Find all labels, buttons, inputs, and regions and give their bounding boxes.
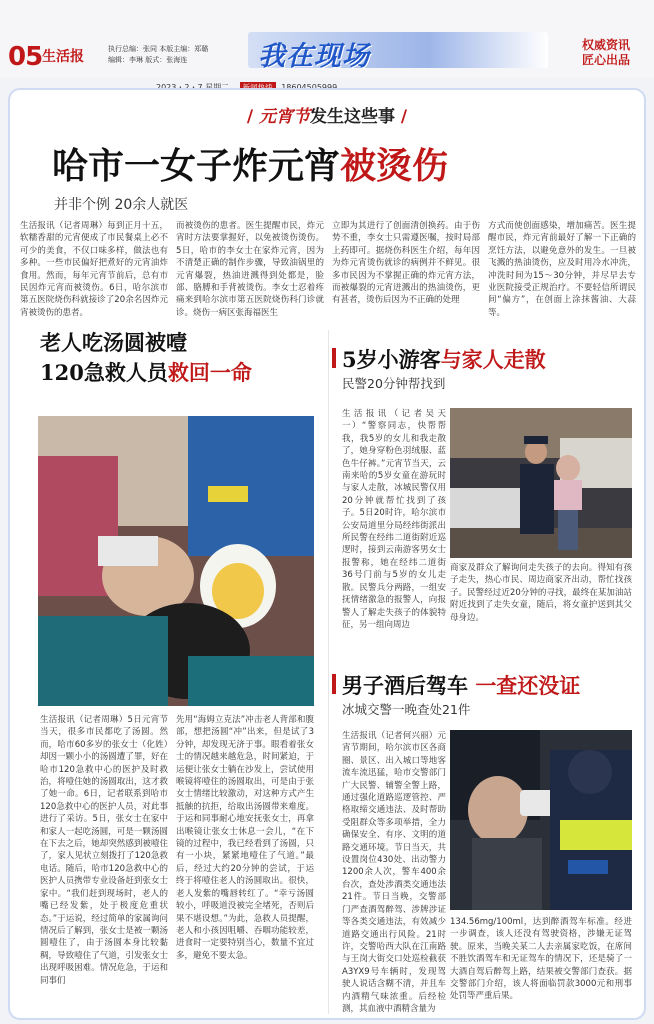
credits-line-2: 编辑：李琳 版式：张海连 — [108, 56, 188, 64]
drunk-headline-red: 一查还没证 — [475, 673, 581, 698]
child-headline-normal: 5岁小游客 — [342, 347, 441, 372]
tangyuan-headline-line-2: 120急救人员 — [40, 360, 168, 385]
child-accent-bar — [332, 348, 336, 368]
section-title: 我在现场 — [258, 41, 370, 72]
article-card — [8, 88, 646, 1020]
tangyuan-headline — [40, 328, 252, 388]
lead-column-2: 而被烫伤的患者。医生提醒市民，炸元宵时方法要掌握好，以免被烫伤烫伤。5日，哈市的李女士在家炸元宵，因为不清楚正确的制作步骤，导致油锅里的元宵爆裂，热油迸溅得到处都是，脸部、胳膊和手背被烫伤。李女士忍着疼痛来到哈尔滨市第五医院烧伤科门诊就诊。烧伤一病区张海福医生 — [176, 221, 324, 318]
kicker: / 元宵节发生这些事 / — [246, 107, 408, 127]
lead-headline — [52, 138, 448, 189]
lead-column-3: 立即为其进行了创面清创换药。由于伤势不重，李女士只需遵医嘱，按时局部上药即可。据烧伤科医生介绍，每年因为炸元宵烫伤就诊的病例并不鲜见。很多市民因为不掌握正确的炸元宵方法，而被爆裂的元宵迸溅出的热油烫伤，更有甚者，烫伤后因为不正确的处理 — [332, 221, 480, 306]
credits-line-1: 执行总编：张同 本版主编：郑璐 — [108, 45, 209, 53]
slogan — [566, 38, 646, 68]
tangyuan-column-1: 生活报讯（记者周琳）5日元宵节当天，很多市民都吃了汤圆。然而，哈市60多岁的张女士（化姓）却因一颗小小的汤圆遭了罪，好在哈市120急救中心的医护及时救治，将噎住她的汤圆取出，这才救了她一命。6日，记者联系到哈市120急救中心的医护人员，对此事进行了采访。5日，张女士在家中和家人一起吃汤圆，可是一颗汤圆在下去之后，她却突然感到被噎住了，家人见状立刻拨打了120急救电话。随后，哈市120急救中心的医护人员携带专业设备赶到张女士家中。“我们赶到现场时，老人的嘴已经发紫，处于极度危重状态。”于运说，经过简单的家属询问情况后了解到，张女士是被一颗汤圆噎住了，由于汤圆本身比较黏稠，导致噎住了气道，引发张女士出现呼吸困难。情况危急，于运和同事们 — [40, 715, 168, 986]
drunk-headline — [342, 670, 580, 700]
child-headline-red: 与家人走散 — [440, 347, 546, 372]
lead-headline-normal: 哈市一女子炸元宵 — [52, 145, 341, 187]
tangyuan-headline-red: 救回一命 — [167, 360, 252, 385]
child-body-continued: 商家及群众了解询问走失孩子的去向。得知有孩子走失，热心市民、周边商家齐出动，帮忙找孩子。民警经过近20分钟的寻找，最终在某加油站附近找到了走失女童，随后，将女童护送到其父母身边。 — [450, 563, 632, 623]
lead-column-1: 生活报讯（记者周琳）每到正月十五，软糯香甜的元宵便成了市民餐桌上必不可少的美食，不仅口味多样，做法也有多种。一些市民偏好把煮好的元宵油炸食用。然而，每年元宵节前后，总有市民因炸元宵而被烫伤。6日，哈尔滨市第五医院烧伤科就接诊了20余名因炸元宵被烫伤的患者。 — [20, 221, 168, 318]
rescue-photo-illustration — [38, 416, 314, 706]
masthead — [0, 0, 654, 78]
rescue-photo — [38, 416, 314, 706]
drunk-body-continued: 134.56mg/100ml，达到醉酒驾车标准。经进一步调查，该人还没有驾驶资格，涉嫌无证驾驶。原来，当晚关某二人去亲属家吃饭，在席间不胜饮酒驾车和无证驾车的情况下，还是骑了一大酒自驾后醉驾上路，结果被交警部门查获。据交警部门介绍，该人将面临罚款3000元和刑事处罚等严重后果。 — [450, 917, 632, 1002]
traffic-check-photo — [450, 730, 632, 910]
lead-headline-red: 被烫伤 — [340, 145, 449, 187]
drunk-subheadline: 冰城交警一晚查处21件 — [342, 702, 471, 717]
child-subheadline: 民警20分钟帮找到 — [342, 376, 446, 391]
lead-column-4: 方式而使创面感染，增加痛苦。医生提醒市民，炸元宵前最好了解一下正确的烹饪方法，以避免意外的发生。一旦被飞溅的热油烫伤，应及时用冷水冲洗，冲洗时间为15～30分钟，并尽早去专业医院接受正规治疗。不要轻信所谓民间“偏方”，在创面上涂抹酱油、大蒜等。 — [488, 221, 636, 318]
drunk-accent-bar — [332, 674, 336, 694]
drunk-headline-normal: 男子酒后驾车 — [342, 673, 468, 698]
police-photo — [450, 408, 632, 558]
lead-subheadline: 并非个例 20余人就医 — [54, 197, 189, 213]
editor-credits — [108, 44, 208, 66]
drunk-body: 生活报讯（记者何兴丽）元宵节期间，哈尔滨市区各商圈、景区、出入城口等地客流车流迅猛，哈市交警部门广大民警、辅警全警上路，通过强化道路巡逻管控、严格取缔交通违法、及时帮助受阻群众等多项举措，全力确保安全、有序、文明的道路交通环境。节日当天，共设置岗位430处、出动警力1200余人次，警车400余台次，查处涉酒类交通违法21件。节日当晚，交警部门严查酒驾醉驾、涉牌涉证等各类交通违法，有效减少道路交通出行风险。21时许，交警哈西大队在江南路与王岗大街交口处巡检截获A3YX9号车辆时，发现驾驶人说话含糊不清，并且车内酒精气味浓重。后经检测，其血液中酒精含量为 — [342, 731, 446, 1014]
kicker-red: 元宵节 — [259, 107, 310, 127]
child-body: 生活报讯（记者吴天一）“警察同志，快帮帮我，我5岁的女儿和我走散了，她身穿粉色羽绒服、蓝色牛仔裤。”元宵节当天，云南来哈的5岁女童在游玩时与家人走散，冰城民警仅用20分钟就帮忙找到了孩子。5日20时许，哈尔滨市公安局道里分局经纬街派出所民警在经纬二道街附近巡逻时，接到云南游客男女士报警称，她在经纬二道街36号门前与5岁的女儿走散。民警兵分两路，一组安抚情绪激急的报警人，向报警人了解走失孩子的体貌特征，另一组向周边 — [342, 409, 446, 630]
tangyuan-column-2: 先用“海姆立克法”冲击老人背部和腹部，想把汤圆“冲”出来，但是试了3分钟，却发现无济于事。眼看着张女士的情况越来越危急，时间紧迫，于运便让张女士躺在沙发上，尝试使用喉镜将噎住的汤圆取出，可是由于张女士情绪比较激动，对这种方式产生抵触的抗拒，给取出汤圆带来难度。于运和同事耐心地安抚张女士，再拿出喉镜让张女士休息一会儿，“在下镜的过程中，我已经看到了汤圆，只有一小块，紧紧地噎住了气道。”最后，经过大约20分钟的尝试，于运终于将噎住老人的汤圆取出。很快，老人发紫的嘴唇转红了。“幸亏汤圆较小，呼吸道没被完全堵死，否则后果不堪设想。”为此，急救人员提醒，老人和小孩因咀嚼、吞咽功能较差，进食时一定要特别当心，数量不宜过多，避免不要太急。 — [176, 715, 314, 961]
traffic-check-photo-illustration — [450, 730, 632, 910]
slogan-line-2: 匠心出品 — [581, 53, 630, 67]
tangyuan-headline-line-1: 老人吃汤圆被噎 — [40, 330, 187, 355]
slogan-line-1: 权威资讯 — [581, 38, 630, 52]
police-photo-illustration — [450, 408, 632, 558]
kicker-dark: 发生这些事 — [310, 107, 395, 127]
page-number: 05 — [8, 42, 43, 72]
paper-logo: 生活报 — [42, 49, 84, 65]
child-headline — [342, 344, 546, 374]
column-divider — [328, 330, 329, 1014]
